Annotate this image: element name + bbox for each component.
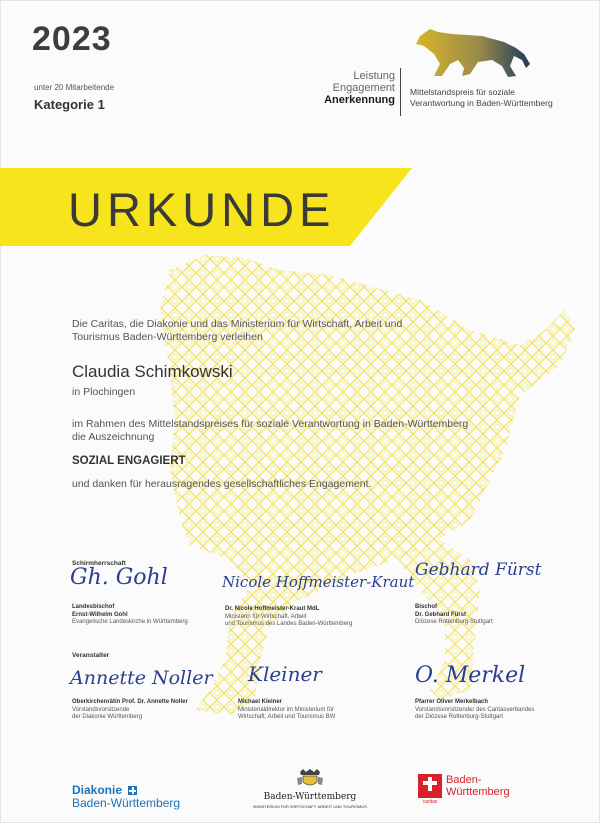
certificate-title: URKUNDE bbox=[68, 183, 336, 236]
bw-ministry-logo bbox=[245, 768, 375, 809]
thanks-text: und danken für herausragendes gesellschaftliches Engagement. bbox=[72, 478, 372, 490]
patronage-heading: Schirmherrschaft bbox=[72, 560, 126, 567]
signer-name: Michael Kleiner bbox=[238, 699, 283, 705]
signer-fuerst bbox=[415, 604, 555, 627]
context-text bbox=[72, 418, 552, 444]
bw-state-name: Baden-Württemberg bbox=[263, 792, 357, 802]
category-label: Kategorie 1 bbox=[34, 97, 105, 112]
intro-line: Die Caritas, die Diakonie und das Ministerium für Wirtschaft, Arbeit und bbox=[72, 318, 403, 330]
signer-hoffmeister-kraut bbox=[225, 606, 395, 629]
signer-affiliation: Wirtschaft, Arbeit und Tourismus BW bbox=[238, 714, 336, 720]
diakonie-name: Diakonie bbox=[72, 783, 123, 797]
intro-line: Tourismus Baden-Württemberg verleihen bbox=[72, 331, 263, 343]
signature-gohl: Gh. Gohl bbox=[70, 565, 168, 590]
slogan-line: Anerkennung bbox=[324, 94, 395, 106]
signer-affiliation: Diözese Rottenburg-Stuttgart bbox=[415, 619, 493, 625]
signer-title: Bischof bbox=[415, 604, 438, 610]
signer-title: Landesbischof bbox=[72, 604, 115, 610]
slogan bbox=[324, 70, 395, 106]
signature-merkelbach: O. Merkel bbox=[415, 663, 526, 688]
caritas-flame-icon bbox=[418, 774, 442, 798]
signer-affiliation: der Diakonie Württemberg bbox=[72, 714, 143, 720]
signer-affiliation: der Diözese Rottenburg-Stuttgart bbox=[415, 714, 504, 720]
organizers-heading: Veranstalter bbox=[72, 652, 110, 659]
diakonie-logo bbox=[72, 784, 180, 810]
award-name: SOZIAL ENGAGIERT bbox=[72, 455, 186, 467]
coat-of-arms-icon bbox=[295, 768, 325, 788]
signer-affiliation: und Tourismus des Landes Baden-Württemberg bbox=[225, 621, 353, 627]
recipient-location: in Plochingen bbox=[72, 386, 136, 398]
signer-name: Dr. Nicole Hoffmeister-Kraut MdL bbox=[225, 606, 320, 612]
signer-affiliation: Evangelische Landeskirche in Württemberg bbox=[72, 619, 188, 625]
employee-count-label: unter 20 Mitarbeitende bbox=[34, 83, 115, 92]
caritas-small-label: caritas bbox=[422, 799, 438, 805]
caritas-region-line: Baden- bbox=[446, 774, 482, 786]
panther-logo-icon bbox=[412, 24, 537, 82]
prize-title bbox=[410, 87, 553, 108]
diakonie-logo-text bbox=[72, 784, 180, 810]
signer-gohl bbox=[72, 604, 212, 627]
signature-fuerst: Gebhard Fürst bbox=[415, 560, 542, 580]
prize-line: Mittelstandspreis für soziale bbox=[410, 87, 515, 97]
caritas-region bbox=[446, 774, 516, 798]
award-year: 2023 bbox=[32, 20, 112, 58]
context-line: die Auszeichnung bbox=[72, 431, 155, 443]
signer-name: Oberkirchenrätin Prof. Dr. Annette Noller bbox=[72, 699, 188, 705]
signer-kleiner bbox=[238, 699, 388, 722]
diakonie-cross-icon bbox=[128, 786, 137, 795]
recipient-name: Claudia Schimkowski bbox=[72, 362, 233, 381]
caritas-region-line: Württemberg bbox=[446, 786, 510, 798]
signer-role: Vorstandsvorsitzender des Caritasverbandes bbox=[415, 706, 535, 713]
diakonie-region: Baden-Württemberg bbox=[72, 796, 181, 810]
intro-text bbox=[72, 318, 532, 344]
slogan-line: Engagement bbox=[332, 82, 395, 94]
signer-noller bbox=[72, 699, 222, 722]
signature-kleiner: Kleiner bbox=[248, 662, 322, 686]
signer-name: Ernst-Wilhelm Gohl bbox=[72, 611, 128, 618]
context-line: im Rahmen des Mittelstandspreises für soziale Verantwortung in Baden-Württemberg bbox=[72, 418, 469, 430]
signer-role: Ministerialdirektor im Ministerium für bbox=[238, 706, 335, 713]
ministry-name: MINISTERIUM FÜR WIRTSCHAFT, ARBEIT UND TOURISMUS bbox=[253, 804, 367, 809]
signer-merkelbach bbox=[415, 699, 575, 722]
signer-name: Dr. Gebhard Fürst bbox=[415, 611, 467, 618]
signer-name: Pfarrer Oliver Merkelbach bbox=[415, 699, 489, 705]
signature-hoffmeister-kraut: Nicole Hoffmeister-Kraut bbox=[222, 573, 415, 591]
signature-noller: Annette Noller bbox=[70, 667, 213, 689]
slogan-line: Leistung bbox=[353, 70, 395, 82]
signer-affiliation: Ministerin für Wirtschaft, Arbeit bbox=[225, 613, 307, 620]
prize-line: Verantwortung in Baden-Württemberg bbox=[410, 97, 553, 108]
header-divider bbox=[400, 68, 401, 116]
signer-role: Vorstandsvorsitzende bbox=[72, 706, 130, 713]
